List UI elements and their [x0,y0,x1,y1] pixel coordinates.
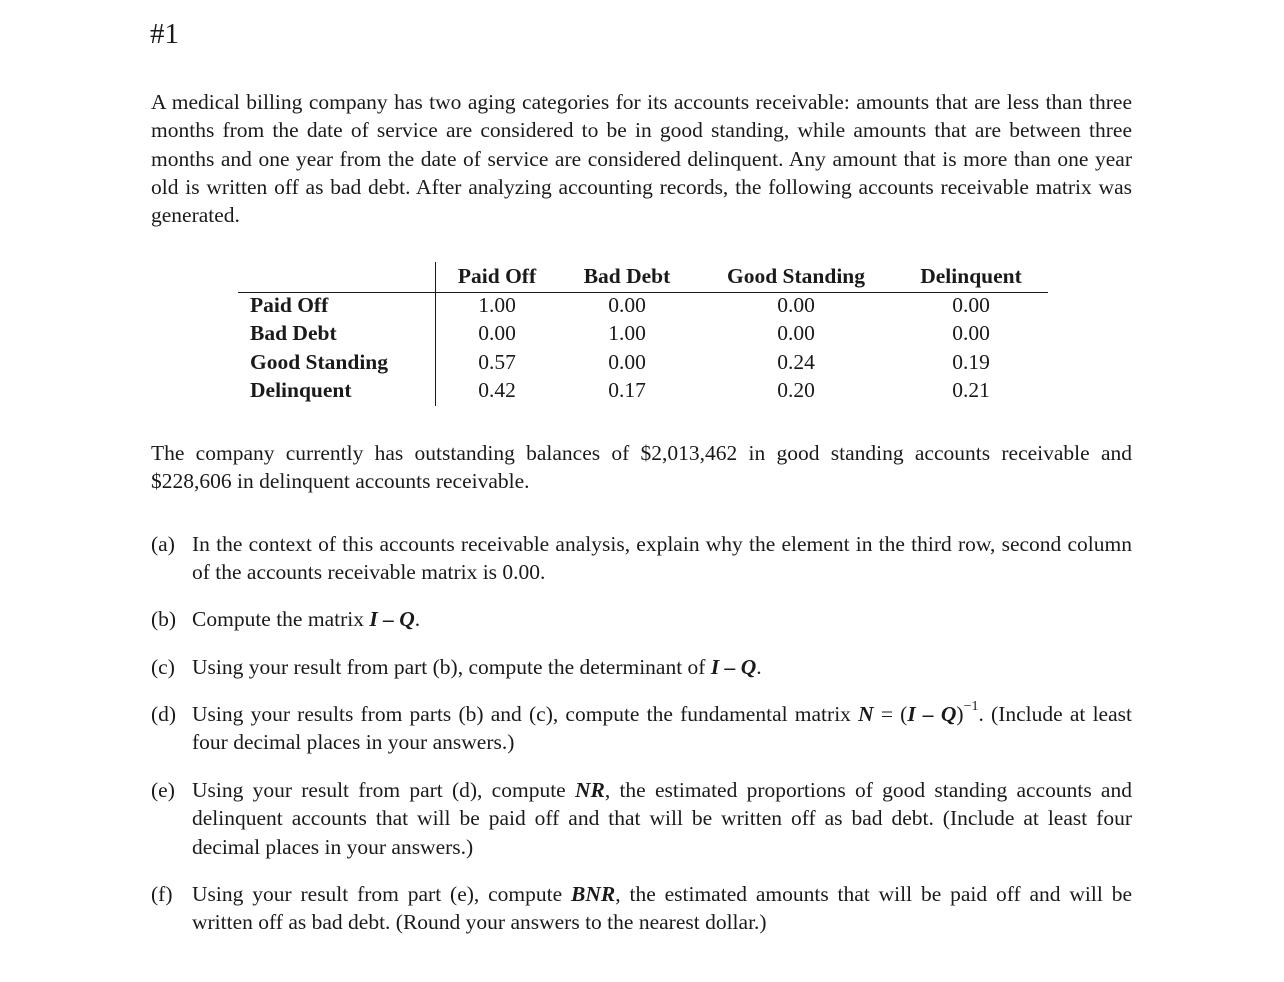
question-label: (f) [151,882,173,906]
row-header-bad-debt: Bad Debt [250,321,337,345]
matrix-cell: 0.00 [777,293,815,317]
math-equals: = ( [873,702,908,726]
row-header-paid-off: Paid Off [250,293,329,317]
matrix-cell: 1.00 [608,321,646,345]
col-header-bad-debt: Bad Debt [583,264,671,288]
matrix-cell: 1.00 [478,293,516,317]
intro-paragraph: A medical billing company has two aging categories for its accounts receivable: amounts that are less than three months from the date of service are considered to be in good standing, while amounts that are between three months and one year from the date of service are considered delinquent. Any amount that is more than one year old is written off as bad debt. After analyzing accounting records, the following accounts receivable matrix was generated. [151,90,1132,228]
question-text-part: Using your results from parts (b) and (c), compute the fundamental matrix [192,702,859,726]
matrix-cell: 0.24 [777,350,815,374]
question-text [192,605,1132,633]
math-bnr: BNR [571,882,616,906]
question-label: (c) [151,655,175,679]
col-header-paid-off: Paid Off [457,264,537,288]
col-header-good-standing: Good Standing [726,264,866,288]
matrix-cell: 0.00 [478,321,516,345]
question-text-part: Using your result from part (b), compute the determinant of [192,655,711,679]
balances-paragraph: The company currently has outstanding balances of $2,013,462 in good standing accounts receivable and $228,606 in delinquent accounts receivable. [151,441,1132,494]
matrix-cell: 0.00 [777,321,815,345]
math-i-minus-q: I – Q [369,607,415,631]
question-label: (d) [151,702,177,726]
problem-number: #1 [150,18,179,50]
question-a [151,530,1132,587]
question-text-part: Compute the matrix [192,607,370,631]
math-exponent: −1 [963,699,979,714]
matrix-cell: 0.00 [608,293,646,317]
question-text-part: Using your result from part (d), compute [192,778,575,802]
question-text-part: . [756,655,762,679]
row-header-delinquent: Delinquent [250,378,352,402]
row-header-good-standing: Good Standing [250,350,389,374]
matrix-cell: 0.20 [777,378,815,402]
question-text-part: . [414,607,421,631]
matrix-cell: 0.21 [952,378,990,402]
question-text [192,700,1132,757]
matrix-cell: 0.17 [608,378,646,402]
matrix-cell: 0.19 [952,350,990,374]
question-text: In the context of this accounts receivable analysis, explain why the element in the third row, second column of the accounts receivable matrix is 0.00. [192,532,1132,585]
question-e [151,776,1132,861]
matrix-cell: 0.57 [478,350,516,374]
math-n: N [858,702,874,726]
question-text-part: Using your result from part (e), compute [192,882,572,906]
question-text [192,880,1132,937]
question-text-part: , the estimated amounts that will be paid off and will be written off as bad debt. (Round your answers to the nearest dollar.) [192,882,1132,935]
accounts-receivable-matrix [238,262,1048,408]
question-d [151,700,1132,757]
math-i-minus-q: I – Q [710,655,757,679]
question-text [192,653,1132,681]
question-label: (a) [151,532,175,556]
question-label: (b) [151,607,177,631]
question-b [151,605,1132,633]
math-nr: NR [574,778,605,802]
math-close-paren: ) [956,702,964,726]
matrix-cell: 0.42 [478,378,516,402]
matrix-vertical-rule [435,262,436,406]
math-i-minus-q: I – Q [907,702,957,726]
matrix-cell: 0.00 [608,350,646,374]
question-label: (e) [151,778,175,802]
question-text [192,776,1132,861]
matrix-cell: 0.00 [952,293,990,317]
matrix-cell: 0.00 [952,321,990,345]
question-text-part: . (Include at least four decimal places in your answers.) [192,702,1132,755]
question-c [151,653,1132,681]
question-f [151,880,1132,937]
question-text-part: , the estimated proportions of good standing accounts and delinquent accounts that will be paid off and that will be written off as bad debt. (Include at least four decimal places in your answers.) [192,778,1132,859]
col-header-delinquent: Delinquent [920,264,1022,288]
